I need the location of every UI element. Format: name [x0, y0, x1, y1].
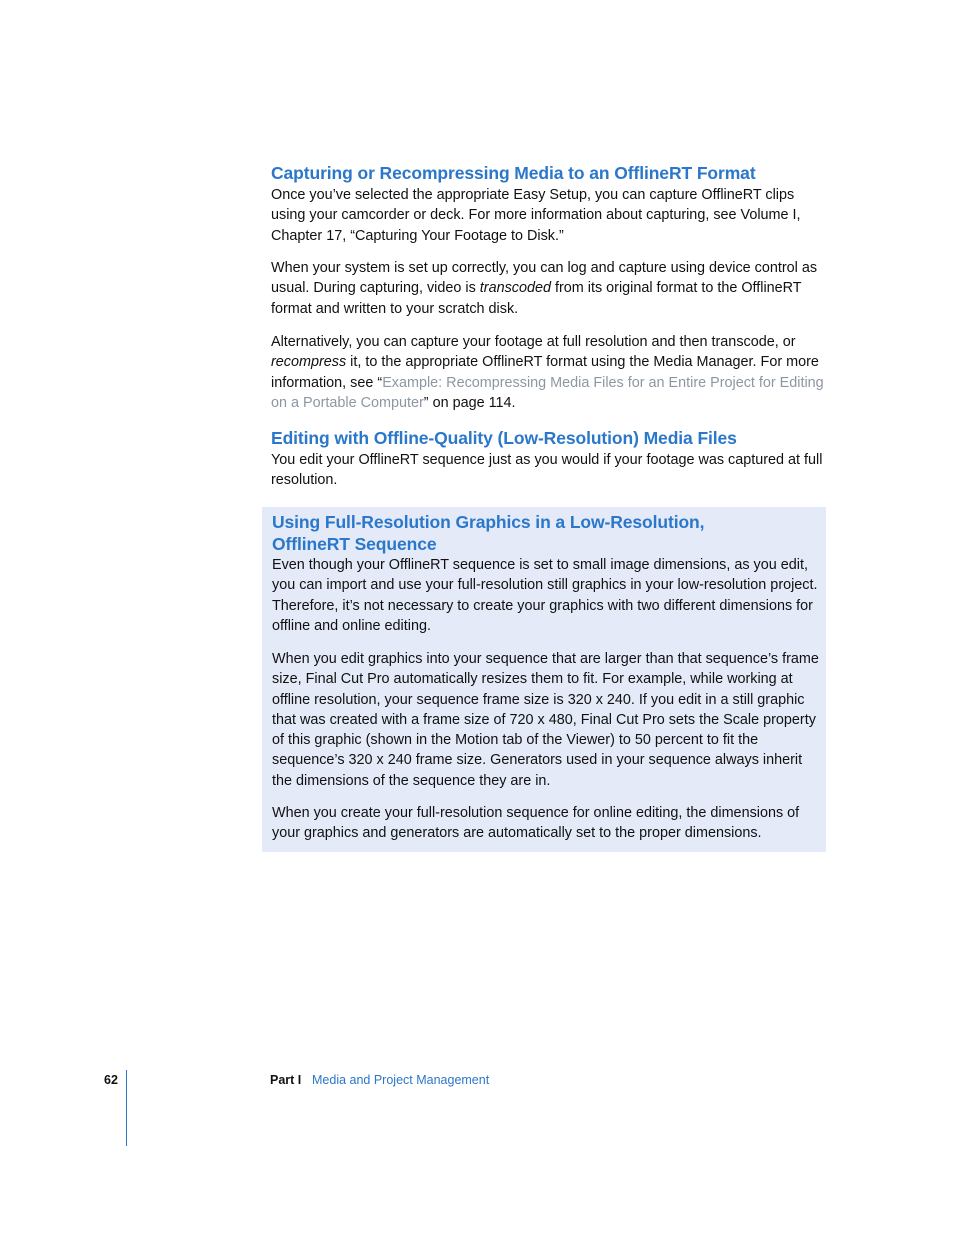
box-paragraph-2: When you edit graphics into your sequence that are larger than that sequence’s frame size, Final Cut Pro automatically resizes them to fit. For example, while working at offline resolution, your sequence frame size is 320 x 240. If you edit in a still graphic that was created with a frame size of 720 x 480, Final Cut Pro sets the Scale property of this graphic (shown in the Motion tab of the Viewer) to 50 percent to fit the sequence’s 320 x 240 frame size. Generators used in your sequence always inherit the dimensions of the sequence they are in.: [272, 651, 819, 789]
box-paragraph-3: When you create your full-resolution sequence for online editing, the dimensions of your graphics and generators are automatically set to the proper dimensions.: [272, 805, 800, 842]
box-heading: [272, 511, 704, 555]
text-run: from its original format to the OfflineRT format and written to your scratch disk.: [271, 280, 802, 317]
section-heading-editing: Editing with Offline-Quality (Low-Resolution) Media Files: [271, 428, 737, 448]
paragraph-editing: You edit your OfflineRT sequence just as you would if your footage was captured at full resolution.: [271, 452, 823, 489]
box-heading-line-1: Using Full-Resolution Graphics in a Low-Resolution,: [272, 512, 705, 532]
footer-part-title: Media and Project Management: [312, 1073, 490, 1087]
box-heading-line-2: OfflineRT Sequence: [272, 534, 437, 554]
page-number-rule: [126, 1070, 127, 1146]
paragraph-capturing-transcode: [271, 258, 827, 319]
paragraph-capturing-intro: Once you’ve selected the appropriate Easy Setup, you can capture OfflineRT clips using your camcorder or deck. For more information about capturing, see Volume I, Chapter 17, “Capturing Your Footage to Disk.”: [271, 187, 801, 244]
emphasis-transcoded: transcoded: [479, 280, 551, 297]
emphasis-recompress: recompress: [271, 354, 347, 371]
section-heading-capturing: Capturing or Recompressing Media to an OfflineRT Format: [271, 163, 756, 183]
footer-part-label: Part I: [270, 1073, 302, 1087]
cross-reference-link[interactable]: Example: Recompressing Media Files for an Entire Project for Editing on a Portable Computer: [271, 374, 824, 412]
text-run: ” on page 114.: [423, 395, 516, 412]
box-paragraph-1: Even though your OfflineRT sequence is set to small image dimensions, as you edit, you can import and use your full-resolution still graphics in your low-resolution project. Therefore, it’s not necessary to create your graphics with two different dimensions for offline and online editing.: [272, 557, 818, 634]
text-run: Alternatively, you can capture your footage at full resolution and then transcode, or: [271, 334, 796, 350]
page-number: 62: [104, 1073, 118, 1087]
text-run: it, to the appropriate OfflineRT format using the Media Manager. For more information, see “: [271, 354, 819, 391]
text-run: When your system is set up correctly, you can log and capture using device control as usual. During capturing, video is: [271, 260, 818, 297]
paragraph-capturing-recompress: [271, 332, 827, 414]
